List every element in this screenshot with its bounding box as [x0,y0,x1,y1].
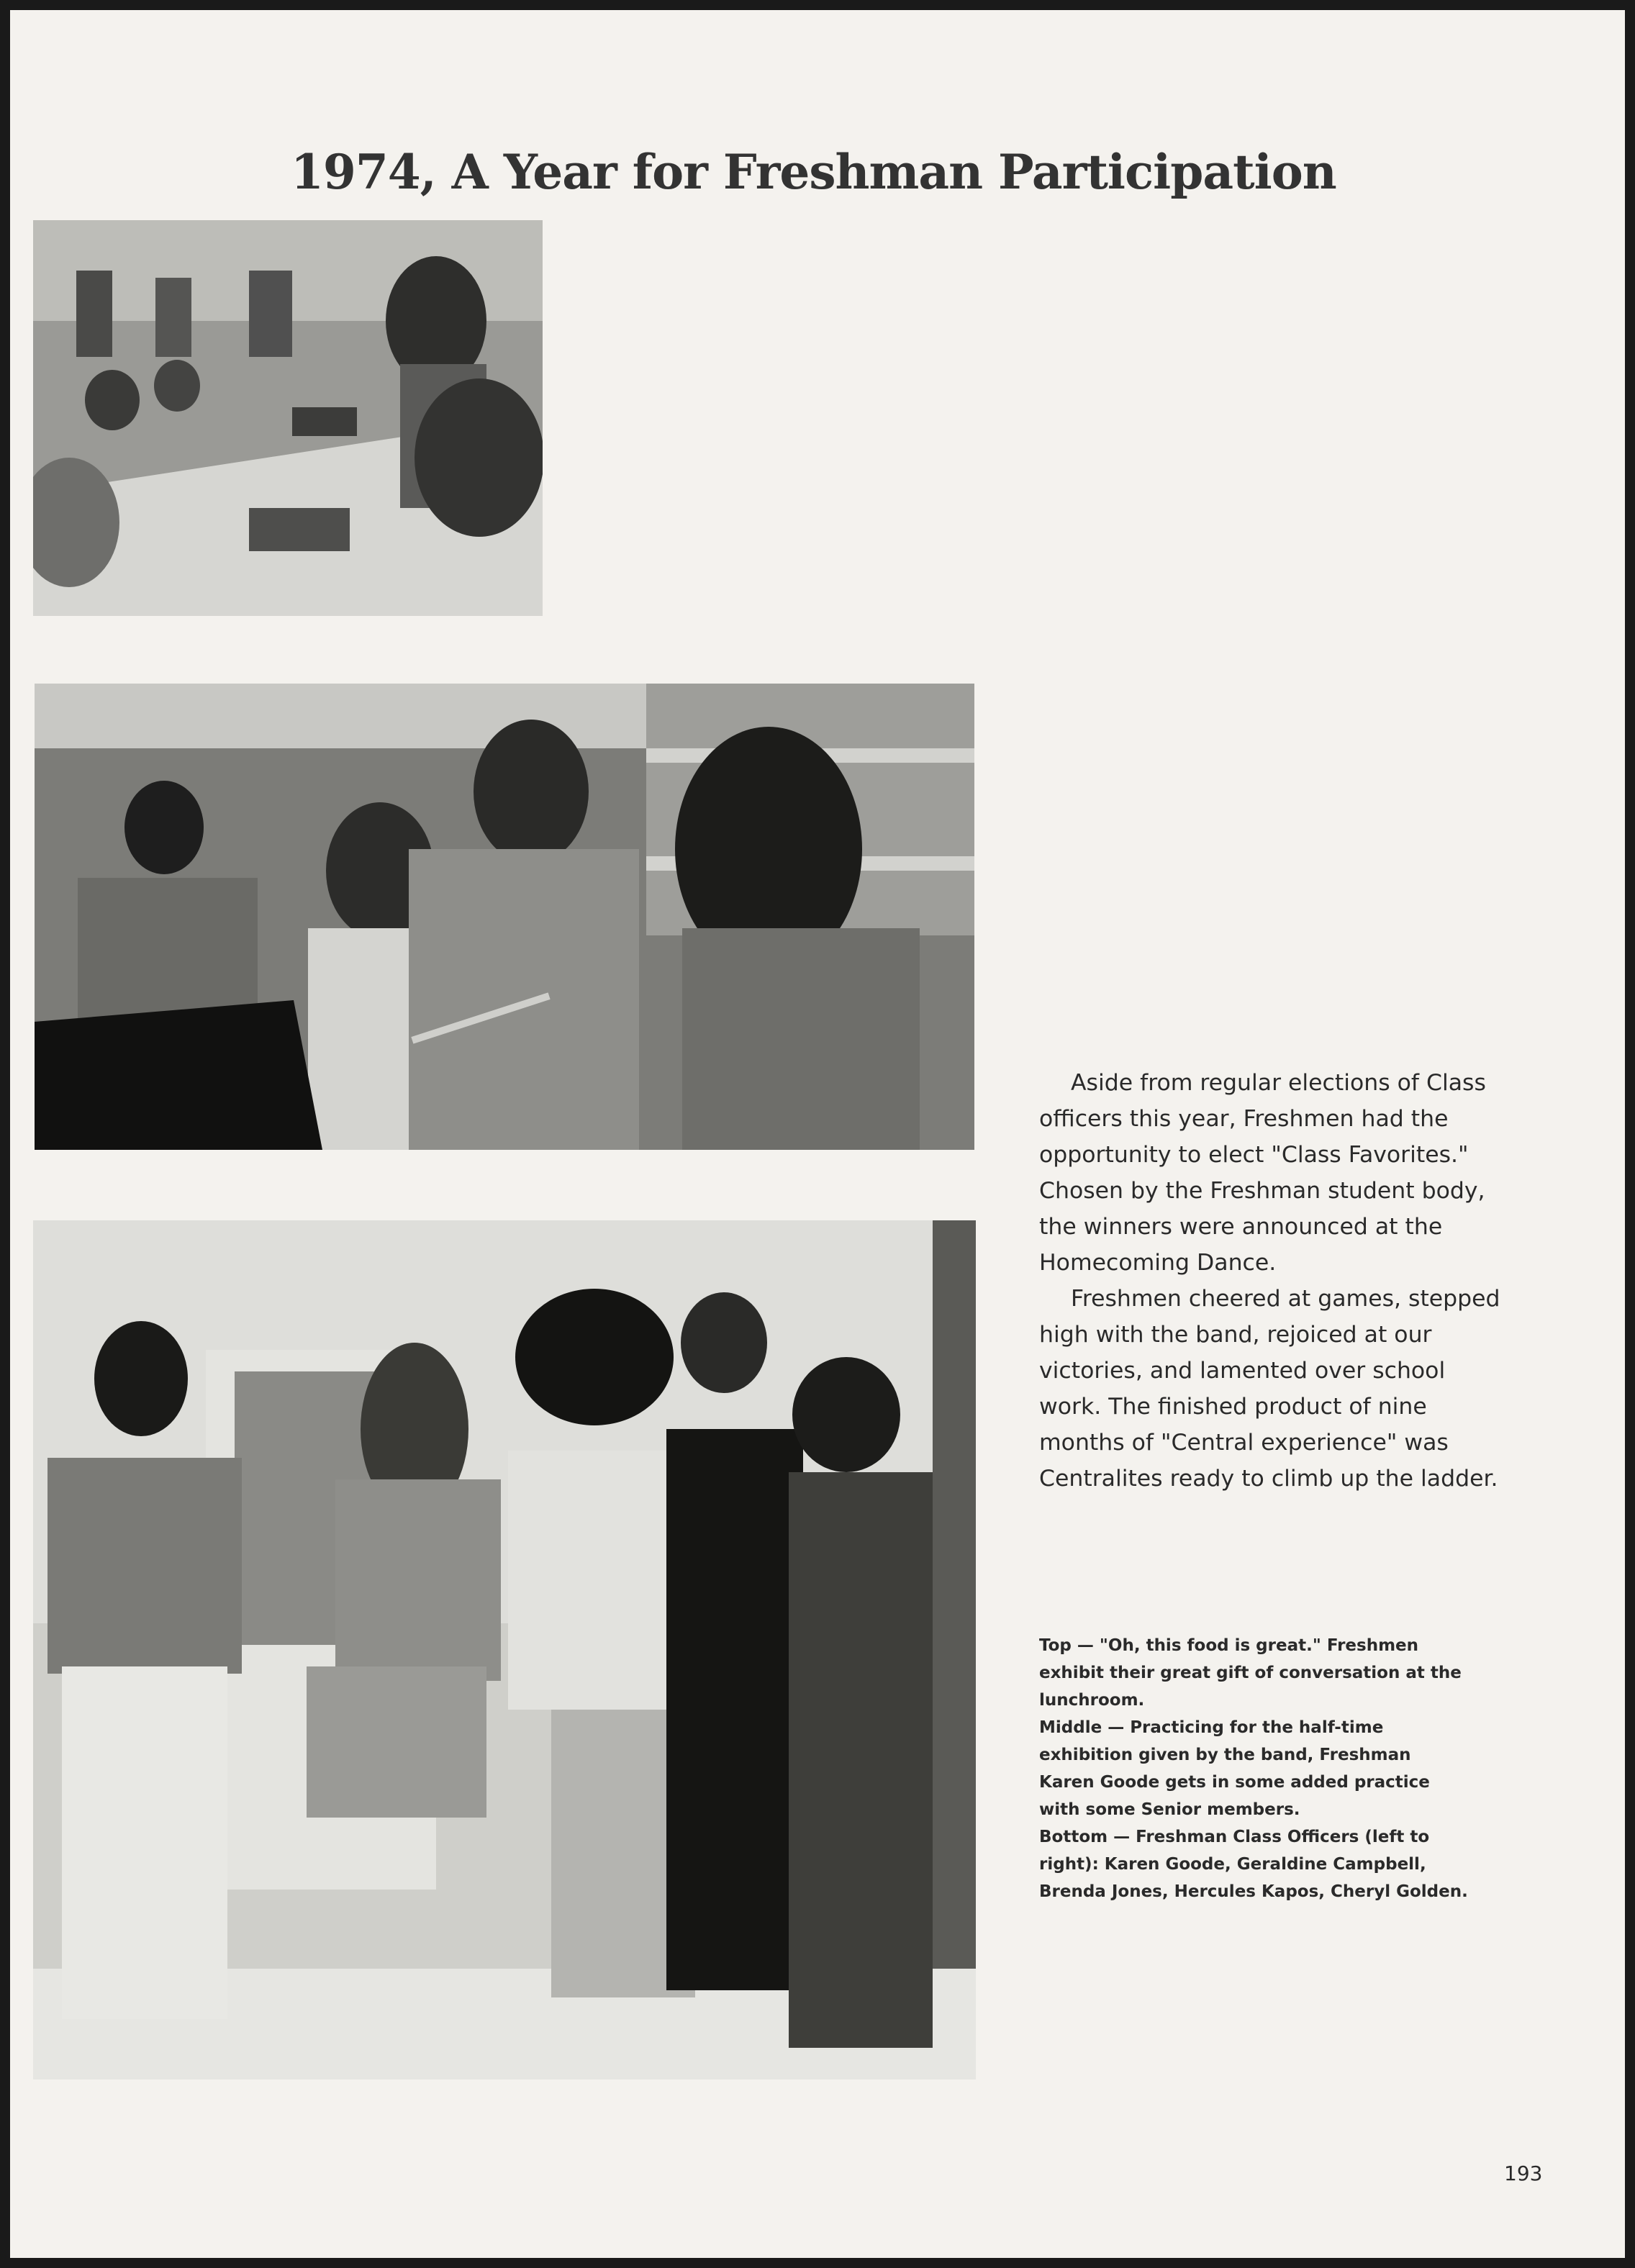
page-title: 1974, A Year for Freshman Participation [291,144,1336,200]
page-number: 193 [1504,2162,1543,2185]
body-paragraph: Freshmen cheered at games, stepped high with the band, rejoiced at our victories, and lamented over school work. The finished product of nine months of "Central experience" was Centralites ready to climb up the ladder. [1039,1286,1500,1492]
caption-bottom: Bottom — Freshman Class Officers (left to right): Karen Goode, Geraldine Campbell, Brenda Jones, Hercules Kapos, Cheryl Golden. [1039,1828,1468,1901]
body-paragraph: Aside from regular elections of Class officers this year, Freshmen had the opportunity to elect "Class Favorites." Chosen by the Freshman student body, the winners were announced at the Homecoming Dance. [1039,1070,1486,1276]
lunchroom-photo [33,220,543,616]
band-practice-photo [35,684,974,1150]
yearbook-page [10,10,1625,2258]
class-officers-photo [33,1220,976,2079]
photo-captions [1039,1632,1471,1905]
caption-top: Top — "Oh, this food is great." Freshmen exhibit their great gift of conversation at the lunchroom. [1039,1636,1462,1710]
article-body [1039,1065,1514,1497]
caption-middle: Middle — Practicing for the half-time exhibition given by the band, Freshman Karen Goode gets in some added practice with some Senior members. [1039,1718,1430,1819]
